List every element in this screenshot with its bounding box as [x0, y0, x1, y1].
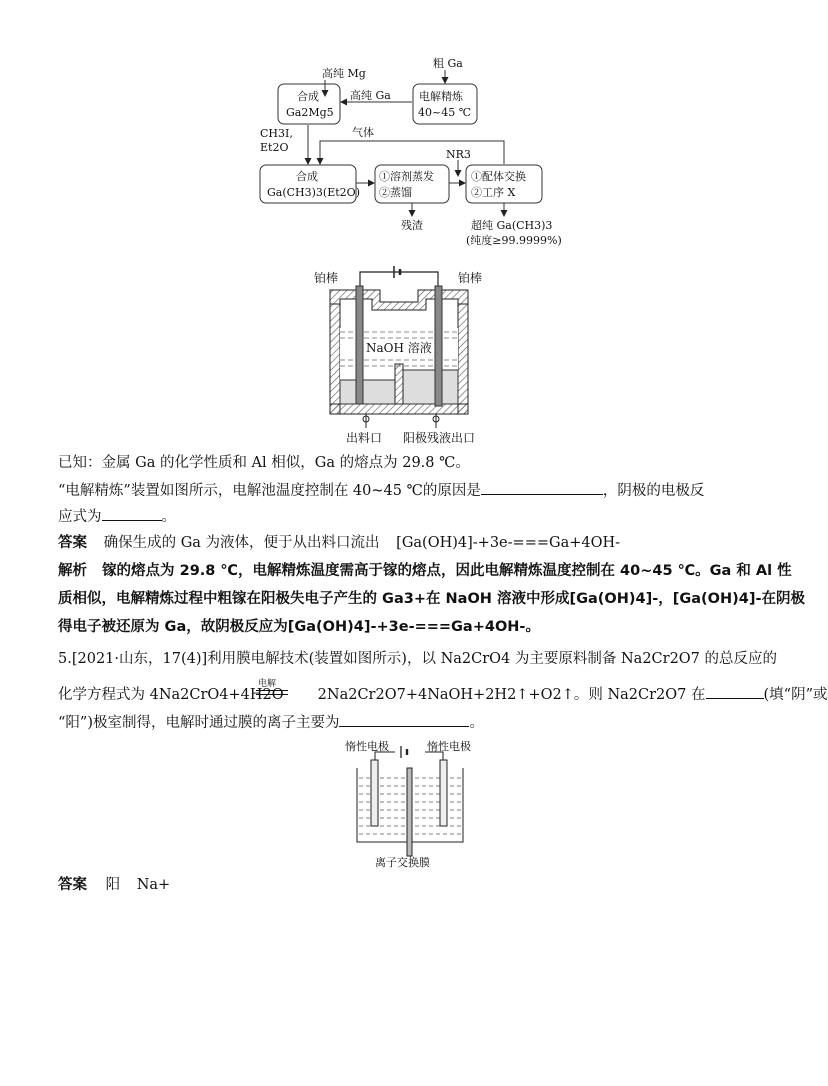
question4-line2	[58, 506, 176, 527]
question4-text-c: 应式为	[58, 509, 102, 525]
question4-line1	[58, 480, 704, 501]
answer-blank-3	[706, 684, 764, 699]
answer-blank-4	[339, 712, 469, 727]
question4-text-a: “电解精炼”装置如图所示，电解池温度控制在 40~45 ℃的原因是	[58, 483, 481, 499]
crude-ga-label: 粗 Ga	[433, 57, 463, 70]
residue-label: 残渣	[401, 219, 423, 232]
product-line1: 超纯 Ga(CH3)3	[471, 219, 553, 232]
outlet-right-label: 阳极残液出口	[403, 431, 476, 445]
solution-label: NaOH 溶液	[366, 341, 432, 355]
question5-text-b: 2Na2Cr2O7+4NaOH+2H2↑+O2↑。则 Na2Cr2O7 在	[317, 687, 706, 703]
question4-text-d: 。	[161, 509, 176, 525]
question4-text-b: ，阴极的电极反	[602, 483, 705, 499]
analysis-line2: 质相似，电解精炼过程中粗镓在阳极失电子产生的 Ga3+在 NaOH 溶液中形成[Ga(OH)4]-，[Ga(OH)4]-在阴极	[58, 591, 805, 607]
analysis-label: 解析	[58, 563, 87, 579]
answer4	[58, 533, 620, 553]
answer-blank-2	[102, 506, 162, 521]
refine-line2: 40~45 ℃	[418, 106, 472, 119]
analysis-text-1: 镓的熔点为 29.8 ℃，电解精炼温度需高于镓的熔点，因此电解精炼温度控制在 40~45 ℃。Ga 和 Al 性	[102, 563, 792, 579]
answer5	[58, 875, 170, 895]
answer5-text-b: Na+	[136, 877, 171, 893]
right-electrode-label: 铂棒	[458, 271, 483, 285]
analysis-line1	[58, 561, 792, 581]
exch-line2: ②工序 X	[471, 186, 516, 199]
evap-line1: ①溶剂蒸发	[379, 170, 434, 183]
answer-label: 答案	[58, 535, 87, 551]
refining-cell-diagram	[300, 252, 510, 447]
refine-line1: 电解精炼	[419, 90, 463, 103]
process-flow-diagram	[240, 52, 580, 252]
product-line2: (纯度≥99.9999%)	[466, 234, 562, 247]
analysis-line3: 得电子被还原为 Ga，故阴极反应为[Ga(OH)4]-+3e-===Ga+4OH-。	[58, 619, 540, 635]
question5-line3	[58, 712, 484, 733]
membrane-label: 离子交换膜	[375, 856, 430, 869]
right-inert-electrode-label: 惰性电极	[427, 740, 471, 753]
synth2-line2: Ga(CH3)3(Et2O)	[267, 186, 360, 199]
reagents-line2: Et2O	[260, 141, 289, 154]
synth1-line2: Ga2Mg5	[286, 106, 334, 119]
evap-line2: ②蒸馏	[379, 186, 412, 199]
question5-text-c: (填“阴”或	[763, 687, 828, 703]
high-mg-label: 高纯 Mg	[322, 67, 366, 80]
answer5-text-a: 阳	[105, 877, 121, 893]
outlet-left-label: 出料口	[346, 431, 383, 445]
answer5-label: 答案	[58, 877, 87, 893]
answer4-equation: [Ga(OH)4]-+3e-===Ga+4OH-	[396, 535, 621, 551]
synth2-line1: 合成	[296, 170, 318, 183]
high-ga-label: 高纯 Ga	[350, 89, 391, 102]
answer-blank-1	[481, 480, 603, 495]
left-electrode-label: 铂棒	[314, 271, 339, 285]
exch-line1: ①配体交换	[471, 170, 526, 183]
question5-text-d: “阳”)极室制得，电解时通过膜的离子主要为	[58, 715, 340, 731]
question5-line1: 5.[2021·山东，17(4)]利用膜电解技术(装置如图所示)，以 Na2CrO4 为主要原料制备 Na2Cr2O7 的总反应的	[58, 651, 778, 667]
nr3-label: NR3	[446, 148, 471, 161]
membrane-cell-diagram	[345, 740, 475, 870]
left-inert-electrode-label: 惰性电极	[345, 740, 389, 753]
gas-label: 气体	[352, 126, 374, 139]
reagents-line1: CH3I,	[260, 127, 293, 140]
answer4-text-a: 确保生成的 Ga 为液体，便于从出料口流出	[103, 535, 380, 551]
synth1-line1: 合成	[297, 90, 319, 103]
known-info: 已知：金属 Ga 的化学性质和 Al 相似，Ga 的熔点为 29.8 ℃。	[58, 455, 470, 471]
question5-text-a: 化学方程式为 4Na2CrO4+4H2O	[58, 687, 284, 703]
question5-line2	[58, 684, 828, 705]
electrolysis-condition: 电解	[258, 679, 277, 689]
question5-text-e: 。	[469, 715, 484, 731]
